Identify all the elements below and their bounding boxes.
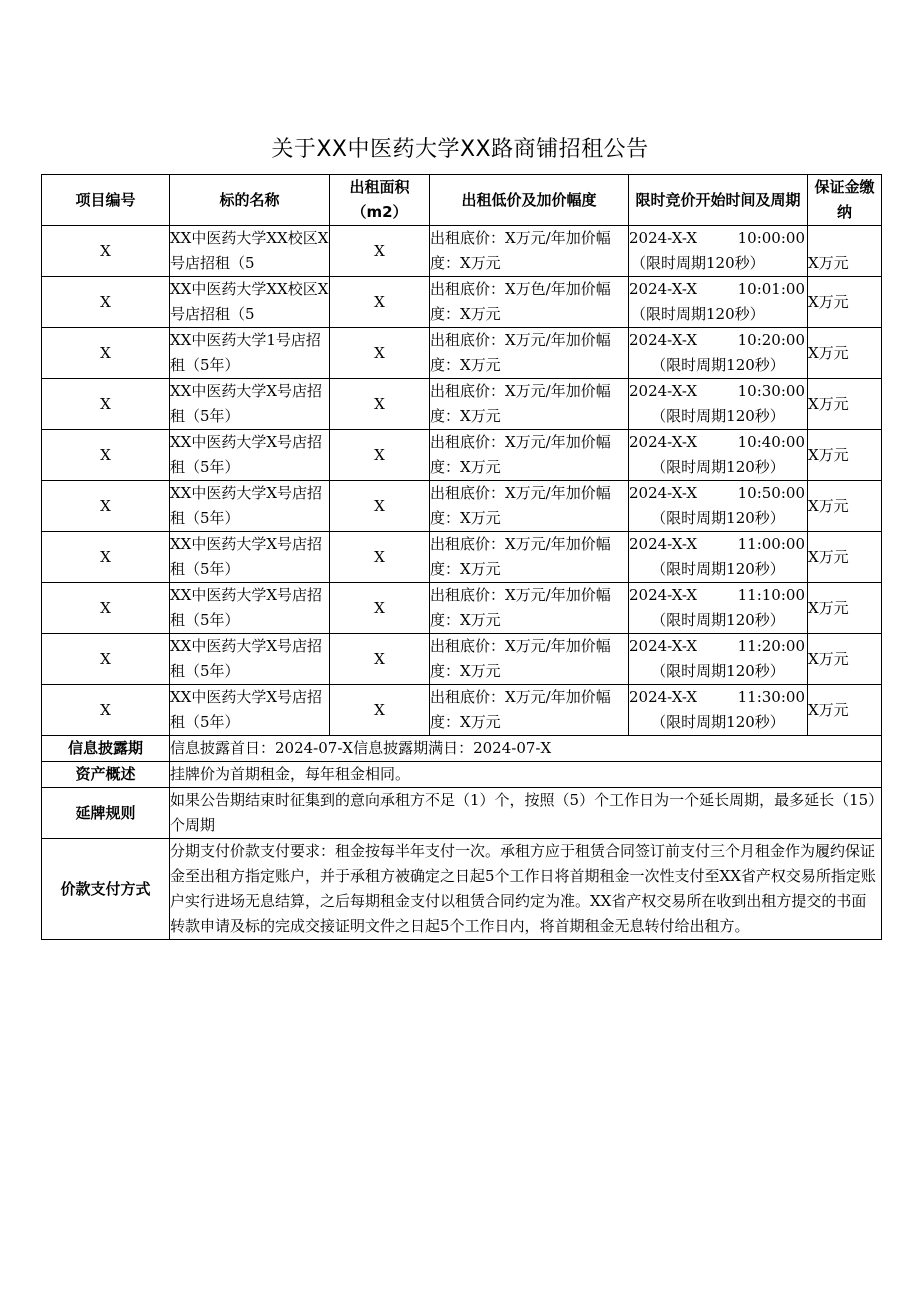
auction-start-time: 11:30:00: [737, 688, 805, 706]
cell-auction-time: [629, 481, 808, 532]
cell-price: 出租底价：X万元/年加价幅度：X万元: [430, 328, 629, 379]
auction-date: 2024-X-X: [629, 484, 698, 502]
cell-project-id: X: [42, 481, 170, 532]
table-row: [42, 685, 882, 736]
cell-target-name: XX中医药大学X号店招租（5年）: [170, 430, 330, 481]
cell-auction-time: [629, 430, 808, 481]
cell-target-name: XX中医药大学XX校区X号店招租（5: [170, 226, 330, 277]
auction-period: （限时周期120秒）: [651, 713, 785, 731]
cell-area: X: [330, 328, 430, 379]
cell-deposit: X万元: [808, 532, 882, 583]
cell-deposit: X万元: [808, 634, 882, 685]
auction-period: （限时周期120秒）: [631, 254, 765, 272]
cell-price: 出租底价：X万元/年加价幅度：X万元: [430, 481, 629, 532]
payment-method-text: 分期支付价款支付要求：租金按每半年支付一次。承租方应于租赁合同签订前支付三个月租金作为履约保证金至出租方指定账户，并于承租方被确定之日起5个工作日将首期租金一次性支付至XX省产权交易所指定账户实行进场无息结算，之后每期租金支付以租赁合同约定为准。XX省产权交易所在收到出租方提交的书面转款申请及标的完成交接证明文件之日起5个工作日内，将首期租金无息转付给出租方。: [170, 839, 882, 940]
cell-project-id: X: [42, 226, 170, 277]
auction-period: （限时周期120秒）: [651, 662, 785, 680]
cell-deposit: X万元: [808, 226, 882, 277]
cell-target-name: XX中医药大学X号店招租（5年）: [170, 532, 330, 583]
header-target-name: 标的名称: [170, 175, 330, 226]
cell-target-name: XX中医药大学X号店招租（5年）: [170, 481, 330, 532]
cell-project-id: X: [42, 685, 170, 736]
auction-date: 2024-X-X: [629, 637, 698, 655]
cell-deposit: X万元: [808, 583, 882, 634]
disclosure-period-label: 信息披露期: [42, 736, 170, 762]
cell-project-id: X: [42, 379, 170, 430]
table-row: [42, 532, 882, 583]
table-row: [42, 430, 882, 481]
cell-area: X: [330, 226, 430, 277]
cell-project-id: X: [42, 583, 170, 634]
table-row: [42, 634, 882, 685]
cell-target-name: XX中医药大学X号店招租（5年）: [170, 379, 330, 430]
auction-start-time: 11:20:00: [737, 637, 805, 655]
cell-auction-time: [629, 634, 808, 685]
cell-deposit: X万元: [808, 379, 882, 430]
auction-period: （限时周期120秒）: [651, 356, 785, 374]
auction-period: （限时周期120秒）: [651, 407, 785, 425]
asset-overview-label: 资产概述: [42, 762, 170, 788]
header-auction-time: 限时竞价开始时间及周期: [629, 175, 808, 226]
cell-area: X: [330, 634, 430, 685]
cell-area: X: [330, 481, 430, 532]
extension-rules-text: 如果公告期结束时征集到的意向承租方不足（1）个，按照（5）个工作日为一个延长周期，最多延长（15）个周期: [170, 788, 882, 839]
auction-start-time: 10:40:00: [737, 433, 805, 451]
cell-target-name: XX中医药大学X号店招租（5年）: [170, 685, 330, 736]
auction-date: 2024-X-X: [629, 382, 698, 400]
cell-project-id: X: [42, 328, 170, 379]
extension-rules-label: 延牌规则: [42, 788, 170, 839]
auction-date: 2024-X-X: [629, 586, 698, 604]
auction-start-time: 10:30:00: [737, 382, 805, 400]
auction-date: 2024-X-X: [629, 433, 698, 451]
auction-start-time: 10:00:00: [737, 229, 805, 247]
auction-period: （限时周期120秒）: [651, 458, 785, 476]
table-header-row: [42, 175, 882, 226]
auction-table: [41, 174, 882, 940]
header-rental-area: 出租面积（m2）: [330, 175, 430, 226]
header-project-id: 项目编号: [42, 175, 170, 226]
cell-project-id: X: [42, 277, 170, 328]
cell-auction-time: [629, 583, 808, 634]
auction-start-time: 11:00:00: [737, 535, 805, 553]
cell-project-id: X: [42, 634, 170, 685]
cell-deposit: X万元: [808, 328, 882, 379]
cell-price: 出租底价：X万元/年加价幅度：X万元: [430, 583, 629, 634]
info-row-asset: [42, 762, 882, 788]
cell-price: 出租底价：X万色/年加价幅度：X万元: [430, 277, 629, 328]
table-row: [42, 379, 882, 430]
cell-area: X: [330, 532, 430, 583]
info-row-payment: [42, 839, 882, 940]
cell-target-name: XX中医药大学X号店招租（5年）: [170, 634, 330, 685]
auction-date: 2024-X-X: [629, 229, 698, 247]
cell-auction-time: [629, 226, 808, 277]
table-row: [42, 481, 882, 532]
auction-date: 2024-X-X: [629, 535, 698, 553]
cell-auction-time: [629, 277, 808, 328]
asset-overview-text: 挂牌价为首期租金，每年租金相同。: [170, 762, 882, 788]
cell-price: 出租底价：X万元/年加价幅度：X万元: [430, 532, 629, 583]
header-deposit: 保证金缴纳: [808, 175, 882, 226]
info-row-extension: [42, 788, 882, 839]
cell-project-id: X: [42, 430, 170, 481]
auction-date: 2024-X-X: [629, 688, 698, 706]
cell-target-name: XX中医药大学X号店招租（5年）: [170, 583, 330, 634]
cell-target-name: XX中医药大学1号店招租（5年）: [170, 328, 330, 379]
cell-deposit: X万元: [808, 277, 882, 328]
cell-area: X: [330, 277, 430, 328]
cell-auction-time: [629, 532, 808, 583]
auction-start-time: 10:20:00: [737, 331, 805, 349]
auction-period: （限时周期120秒）: [651, 611, 785, 629]
auction-start-time: 11:10:00: [737, 586, 805, 604]
table-row: [42, 277, 882, 328]
cell-area: X: [330, 379, 430, 430]
auction-period: （限时周期120秒）: [631, 305, 765, 323]
cell-deposit: X万元: [808, 481, 882, 532]
header-base-price: 出租低价及加价幅度: [430, 175, 629, 226]
cell-auction-time: [629, 685, 808, 736]
disclosure-period-text: 信息披露首日：2024-07-X信息披露期满日：2024-07-X: [170, 736, 882, 762]
table-row: [42, 328, 882, 379]
cell-auction-time: [629, 379, 808, 430]
cell-area: X: [330, 430, 430, 481]
cell-project-id: X: [42, 532, 170, 583]
info-row-disclosure: [42, 736, 882, 762]
auction-period: （限时周期120秒）: [651, 560, 785, 578]
cell-target-name: XX中医药大学XX校区X号店招租（5: [170, 277, 330, 328]
auction-period: （限时周期120秒）: [651, 509, 785, 527]
cell-price: 出租底价：X万元/年加价幅度：X万元: [430, 379, 629, 430]
cell-price: 出租底价：X万元/年加价幅度：X万元: [430, 430, 629, 481]
cell-area: X: [330, 685, 430, 736]
auction-date: 2024-X-X: [629, 280, 698, 298]
table-row: [42, 583, 882, 634]
cell-price: 出租底价：X万元/年加价幅度：X万元: [430, 634, 629, 685]
auction-date: 2024-X-X: [629, 331, 698, 349]
auction-start-time: 10:01:00: [737, 280, 805, 298]
cell-area: X: [330, 583, 430, 634]
table-row: [42, 226, 882, 277]
cell-price: 出租底价：X万元/年加价幅度：X万元: [430, 685, 629, 736]
auction-start-time: 10:50:00: [737, 484, 805, 502]
cell-auction-time: [629, 328, 808, 379]
cell-deposit: X万元: [808, 430, 882, 481]
page-title: 关于XX中医药大学XX路商铺招租公告: [271, 137, 649, 162]
payment-method-label: 价款支付方式: [42, 839, 170, 940]
cell-price: 出租底价：X万元/年加价幅度：X万元: [430, 226, 629, 277]
cell-deposit: X万元: [808, 685, 882, 736]
